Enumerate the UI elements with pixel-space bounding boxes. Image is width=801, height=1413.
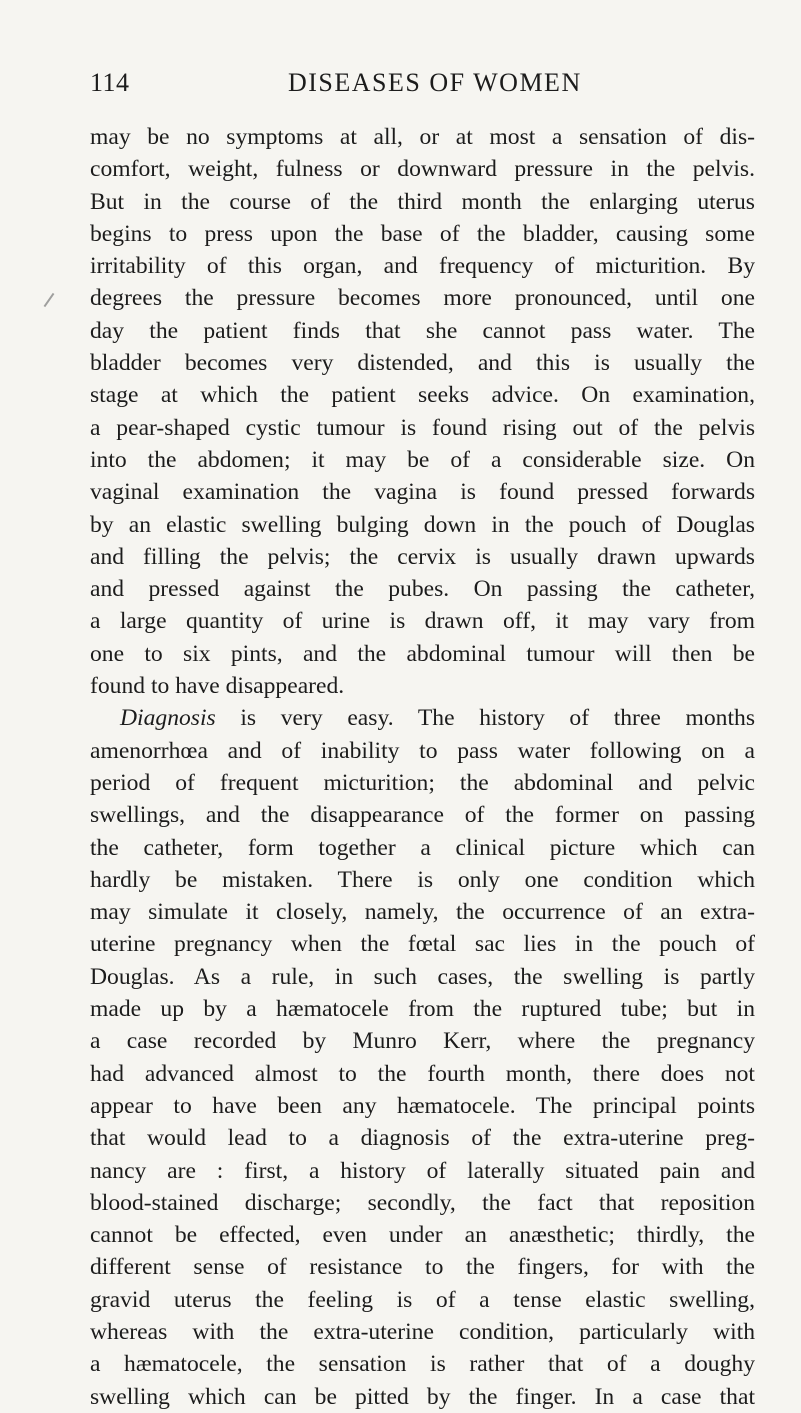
text-line: begins to press upon the base of the bladder, causing some (90, 220, 755, 247)
text-line: found to have disappeared. (90, 673, 345, 700)
text-line: irritability of this organ, and frequency of micturition. By (90, 253, 755, 280)
text-line: comfort, weight, fulness or downward pressure in the pelvis. (90, 156, 755, 183)
diagnosis-paragraph-first-line (90, 702, 755, 734)
text-line: swelling which can be pitted by the finger. In a case that (90, 1383, 755, 1410)
text-line: blood-stained discharge; secondly, the fact that reposition (90, 1189, 755, 1216)
page-header (90, 68, 750, 108)
text-line: But in the course of the third month the enlarging uterus (90, 188, 755, 215)
text-line: one to six pints, and the abdominal tumour will then be (90, 640, 755, 667)
text-line: the catheter, form together a clinical picture which can (90, 834, 755, 861)
text-line: into the abdomen; it may be of a considerable size. On (90, 446, 755, 473)
body-text (90, 121, 755, 1413)
text-line: cannot be effected, even under an anæsthetic; thirdly, the (90, 1222, 755, 1249)
text-line: Douglas. As a rule, in such cases, the swelling is partly (90, 963, 755, 990)
text-line: different sense of resistance to the fingers, for with the (90, 1254, 755, 1281)
text-line: hardly be mistaken. There is only one condition which (90, 866, 755, 893)
text-line: bladder becomes very distended, and this is usually the (90, 350, 755, 377)
text-line: uterine pregnancy when the fœtal sac lies in the pouch of (90, 931, 755, 958)
text-line: and filling the pelvis; the cervix is usually drawn upwards (90, 543, 755, 570)
text-line: a pear-shaped cystic tumour is found rising out of the pelvis (90, 414, 755, 441)
text-line: appear to have been any hæmatocele. The principal points (90, 1092, 755, 1119)
text-line: made up by a hæmatocele from the ruptured tube; but in (90, 996, 755, 1023)
text-line: may simulate it closely, namely, the occurrence of an extra- (90, 899, 755, 926)
diagnosis-first-line-text: is very easy. The history of three months (215, 705, 755, 732)
text-line: had advanced almost to the fourth month, there does not (90, 1060, 755, 1087)
text-line: degrees the pressure becomes more pronounced, until one (90, 285, 755, 312)
text-line: swellings, and the disappearance of the former on passing (90, 802, 755, 829)
text-line: may be no symptoms at all, or at most a sensation of dis- (90, 124, 755, 150)
text-line: and pressed against the pubes. On passing the catheter, (90, 576, 755, 603)
text-line: vaginal examination the vagina is found pressed forwards (90, 479, 755, 506)
text-line: gravid uterus the feeling is of a tense elastic swelling, (90, 1286, 755, 1313)
running-head: DISEASES OF WOMEN (288, 68, 582, 97)
text-line: stage at which the patient seeks advice. On examination, (90, 382, 755, 409)
text-line: day the patient finds that she cannot pass water. The (90, 317, 755, 344)
text-line: amenorrhœa and of inability to pass water following on a (90, 737, 755, 764)
text-line: period of frequent micturition; the abdominal and pelvic (90, 769, 755, 796)
margin-pencil-mark (44, 293, 55, 307)
text-line: by an elastic swelling bulging down in the pouch of Douglas (90, 511, 755, 538)
text-line: that would lead to a diagnosis of the extra-uterine preg- (90, 1125, 755, 1152)
text-line: whereas with the extra-uterine condition, particularly with (90, 1318, 755, 1345)
text-line: a large quantity of urine is drawn off, it may vary from (90, 608, 755, 635)
page-number: 114 (90, 68, 130, 97)
text-line: a case recorded by Munro Kerr, where the pregnancy (90, 1028, 755, 1055)
text-line: nancy are : first, a history of laterally situated pain and (90, 1157, 755, 1184)
diagnosis-heading: Diagnosis (120, 705, 216, 732)
text-line: a hæmatocele, the sensation is rather that of a doughy (90, 1351, 755, 1378)
